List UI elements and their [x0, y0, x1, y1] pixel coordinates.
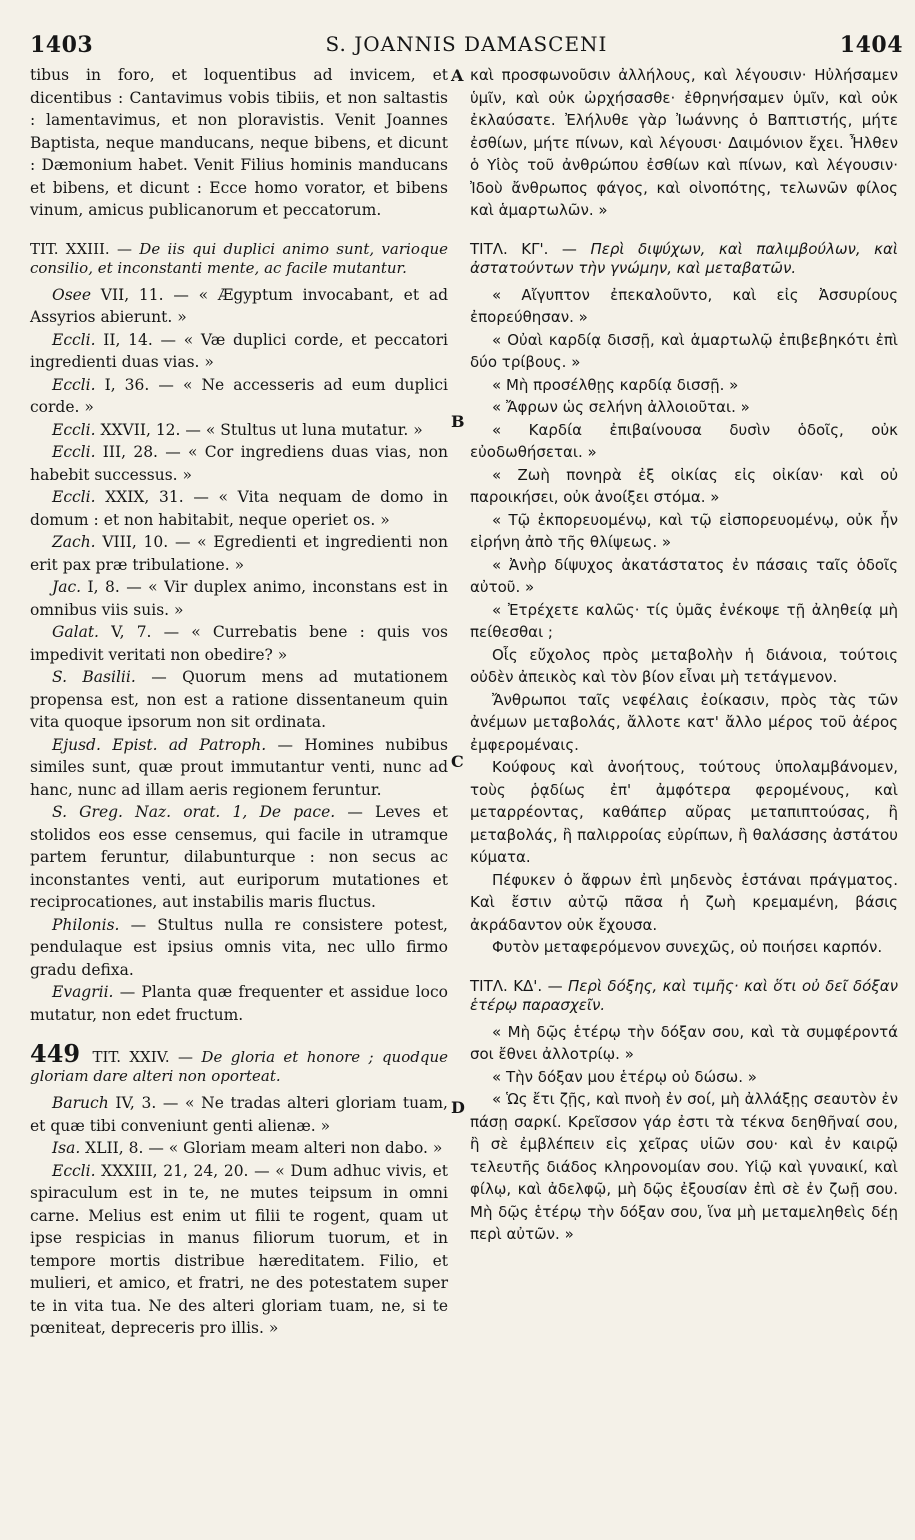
- greek-intro: καὶ προσφωνοῦσιν ἀλλήλους, καὶ λέγουσιν· Ηὐλήσαμεν ὑμῖν, καὶ οὐκ ὠρχήσασθε· ἐθρηνήσαμεν ὑμῖν, καὶ οὐκ ἐκλαύσατε. Ἐλήλυθε γὰρ Ἰωάννης ὁ Βαπτιστής, μήτε ἐσθίων, μήτε πίνων, καὶ λέγουσι· Δαιμόνιον ἔχει. Ἦλθεν ὁ Υἱὸς τοῦ ἀνθρώπου ἐσθίων καὶ πίνων, καὶ λέγουσιν· Ἰδοὺ ἄνθρωπος φάγος, καὶ οἰνοπότης, τελωνῶν φίλος καὶ ἁμαρτωλῶν. »: [470, 66, 898, 219]
- latin-title-xxiii: [30, 240, 448, 278]
- latin-entry: Eccli. II, 14. — « Væ duplici corde, et peccatori ingredienti duas vias. »: [30, 330, 448, 371]
- greek-entry: « Μὴ προσέλθῃς καρδίᾳ δισσῇ. »: [492, 375, 739, 394]
- latin-entry: Jac. I, 8. — « Vir duplex animo, inconstans est in omnibus viis suis. »: [30, 578, 448, 619]
- greek-title-kd: [470, 977, 898, 1015]
- header-title: S. JOANNIS DAMASCENI: [325, 32, 608, 56]
- greek-entry: « Τῷ ἐκπορευομένῳ, καὶ τῷ εἰσπορευομένῳ, οὐκ ἦν εἰρήνη ἀπὸ τῆς θλίψεως. »: [470, 510, 898, 551]
- latin-entry: Eccli. XXXIII, 21, 24, 20. — « Dum adhuc vivis, et spiraculum est in te, ne mutes teipsum in omni carne. Melius est enim ut filii te rogent, quam ut ipse respicias in manus filiorum tuorum, et in tempore mortis distribue hæreditatem. Filio, et mulieri, et amico, et fratri, ne des potestatem super te in vita tua. Ne des alteri gloriam tuam, ne, si te pœniteat, depreceris pro illis. »: [30, 1161, 448, 1337]
- running-header: [30, 32, 903, 62]
- greek-title-kg-text: Περὶ διψύχων, καὶ παλιμβούλων, καὶ ἀστατούντων τὴν γνώμην, καὶ μεταβατῶν.: [470, 239, 898, 277]
- latin-entry: S. Greg. Naz. orat. 1, De pace. — Leves et stolidos eos esse censemus, qui facile in utramque partem feruntur, dilabunturque : non secus ac inconstantes venti, aut euriporum mutationes et reciprocationes, aut instabilis maris fluctus.: [30, 803, 448, 911]
- greek-entry: « Ὡς ἔτι ζῇς, καὶ πνοὴ ἐν σοί, μὴ ἀλλάξῃς σεαυτὸν ἐν πάσῃ σαρκί. Κρεῖσσον γάρ ἐστι τὰ τέκνα δεηθῆναί σου, ἢ σὲ ἐμβλέπειν εἰς χεῖρας υἱῶν σου· καὶ ἐν καιρῷ τελευτῆς διάδος κληρονομίαν σου. Υἱῷ καὶ γυναικί, καὶ φίλῳ, καὶ ἀδελφῷ, μὴ δῷς ἐξουσίαν ἐπὶ σὲ ἐν ζωῇ σου. Μὴ δῷς ἑτέρῳ τὴν δόξαν σου, ἵνα μὴ μεταμεληθεὶς δέῃ περὶ αὐτῶν. »: [470, 1090, 898, 1243]
- greek-entry: « Μὴ δῷς ἑτέρῳ τὴν δόξαν σου, καὶ τὰ συμφέροντά σοι ἔθνει ἀλλοτρίῳ. »: [470, 1022, 898, 1063]
- margin-marker-c: C: [451, 752, 464, 771]
- latin-title-xxiii-label: TIT. XXIII. —: [30, 239, 132, 258]
- section-number: 449: [30, 1039, 81, 1068]
- latin-entry: Isa. XLII, 8. — « Gloriam meam alteri non dabo. »: [52, 1139, 443, 1157]
- latin-entry: Baruch IV, 3. — « Ne tradas alteri gloriam tuam, et quæ tibi conveniunt genti alienæ. »: [30, 1094, 448, 1135]
- greek-entry: Οἷς εὔχολος πρὸς μεταβολὴν ἡ διάνοια, τούτοις οὐδὲν ἀπεικὸς καὶ τὸν βίον εἶναι μὴ τετάγμενον.: [470, 645, 898, 686]
- margin-marker-a: A: [451, 66, 464, 85]
- greek-entry: « Ἄφρων ὡς σελήνη ἀλλοιοῦται. »: [492, 398, 750, 416]
- greek-entry: « Οὐαὶ καρδίᾳ δισσῇ, καὶ ἁμαρτωλῷ ἐπιβεβηκότι ἐπὶ δύο τρίβους. »: [470, 330, 898, 371]
- latin-entry: Eccli. I, 36. — « Ne accesseris ad eum duplici corde. »: [30, 375, 448, 416]
- greek-entry: « Αἴγυπτον ἐπεκαλοῦντο, καὶ εἰς Ἀσσυρίους ἐπορεύθησαν. »: [470, 285, 898, 326]
- latin-title-xxiv-text: De gloria et honore ; quodque gloriam dare alteri non oporteat.: [30, 1048, 448, 1085]
- latin-entry: Eccli. III, 28. — « Cor ingrediens duas vias, non habebit successus. »: [30, 443, 448, 484]
- margin-marker-d: D: [451, 1098, 465, 1117]
- greek-entry: « Τὴν δόξαν μου ἑτέρῳ οὐ δώσω. »: [492, 1067, 757, 1086]
- latin-title-xxiv: [30, 1039, 448, 1086]
- greek-entry: « Ἀνὴρ δίψυχος ἀκατάστατος ἐν πάσαις ταῖς ὁδοῖς αὐτοῦ. »: [470, 555, 898, 596]
- greek-title-kd-label: ΤΙΤΛ. ΚΔ'. —: [470, 976, 563, 995]
- latin-column: [30, 64, 448, 1340]
- greek-column: [470, 64, 898, 1246]
- latin-entry: Evagrii. — Planta quæ frequenter et assidue loco mutatur, non edet fructum.: [30, 983, 448, 1024]
- header-right-page-number: 1404: [839, 32, 903, 58]
- greek-title-kd-text: Περὶ δόξης, καὶ τιμῆς· καὶ ὅτι οὐ δεῖ δόξαν ἑτέρῳ παρασχεῖν.: [470, 976, 898, 1014]
- greek-title-kg-label: ΤΙΤΛ. ΚΓ'. —: [470, 239, 577, 258]
- margin-marker-b: B: [451, 412, 465, 431]
- latin-entry: Galat. V, 7. — « Currebatis bene : quis vos impedivit veritati non obedire? »: [30, 623, 448, 664]
- greek-entry: Κούφους καὶ ἀνοήτους, τούτους ὑπολαμβάνομεν, τοὺς ῥᾳδίως ἐπ' ἀμφότερα φερομένους, καὶ μεταρρέοντας, καθάπερ αὔρας μεταπιπτούσας, ἢ μεταβολάς, ἢ παλιρροίας εὐρίπων, ἢ θαλάσσης ἀστάτου κύματα.: [470, 758, 898, 866]
- greek-entry: Φυτὸν μεταφερόμενον συνεχῶς, οὐ ποιήσει καρπόν.: [492, 938, 883, 956]
- latin-entry: Eccli. XXIX, 31. — « Vita nequam de domo in domum : et non habitabit, neque operiet os. »: [30, 488, 448, 529]
- greek-entry: Πέφυκεν ὁ ἄφρων ἐπὶ μηδενὸς ἑστάναι πράγματος. Καὶ ἔστιν αὐτῷ πᾶσα ἡ ζωὴ κρεμαμένη, βάσις ἀκράδαντον οὐκ ἔχουσα.: [470, 870, 898, 934]
- greek-entry: « Καρδία ἐπιβαίνουσα δυσὶν ὁδοῖς, οὐκ εὐοδωθήσεται. »: [470, 420, 898, 461]
- greek-entry: « Ἐτρέχετε καλῶς· τίς ὑμᾶς ἐνέκοψε τῇ ἀληθείᾳ μὴ πείθεσθαι ;: [470, 600, 898, 641]
- header-left-page-number: 1403: [30, 32, 94, 58]
- latin-title-xxiii-text: De iis qui duplici animo sunt, varioque consilio, et inconstanti mente, ac facile mutantur.: [30, 239, 448, 277]
- latin-intro: tibus in foro, et loquentibus ad invicem, et dicentibus : Cantavimus vobis tibiis, et non saltastis : lamentavimus, et non ploravistis. Venit Joannes Baptista, neque manducans, neque bibens, et dicunt : Dæmonium habet. Venit Filius hominis manducans et bibens, et dicunt : Ecce homo vorator, et bibens vinum, amicus publicanorum et peccatorum.: [30, 66, 448, 219]
- latin-entry: Osee VII, 11. — « Ægyptum invocabant, et ad Assyrios abierunt. »: [30, 285, 448, 326]
- latin-entry: Eccli. XXVII, 12. — « Stultus ut luna mutatur. »: [52, 420, 423, 439]
- greek-entry: « Ζωὴ πονηρὰ ἐξ οἰκίας εἰς οἰκίαν· καὶ οὐ παροικήσει, οὐκ ἀνοίξει στόμα. »: [470, 465, 898, 506]
- latin-entry: S. Basilii. — Quorum mens ad mutationem propensa est, non est a ratione dissentaneum quin vita quoque ipsorum non sit ordinata.: [30, 668, 448, 731]
- greek-title-kg: [470, 240, 898, 278]
- greek-entry: Ἄνθρωποι ταῖς νεφέλαις ἐοίκασιν, πρὸς τὰς τῶν ἀνέμων μεταβολάς, ἄλλοτε κατ' ἄλλο μέρος τοῦ ἀέρος ἐμφερομέναις.: [470, 690, 898, 754]
- latin-title-xxiv-label: TIT. XXIV. —: [92, 1048, 194, 1066]
- latin-entry: Philonis. — Stultus nulla re consistere potest, pendulaque est ipsius omnis vita, nec ullo firmo gradu defixa.: [30, 915, 448, 979]
- latin-entry: Zach. VIII, 10. — « Egredienti et ingredienti non erit pax præ tribulatione. »: [30, 533, 448, 574]
- latin-entry: Ejusd. Epist. ad Patroph. — Homines nubibus similes sunt, quæ prout immutantur venti, nunc ad hanc, nunc ad illam aeris regionem feruntur.: [30, 735, 448, 799]
